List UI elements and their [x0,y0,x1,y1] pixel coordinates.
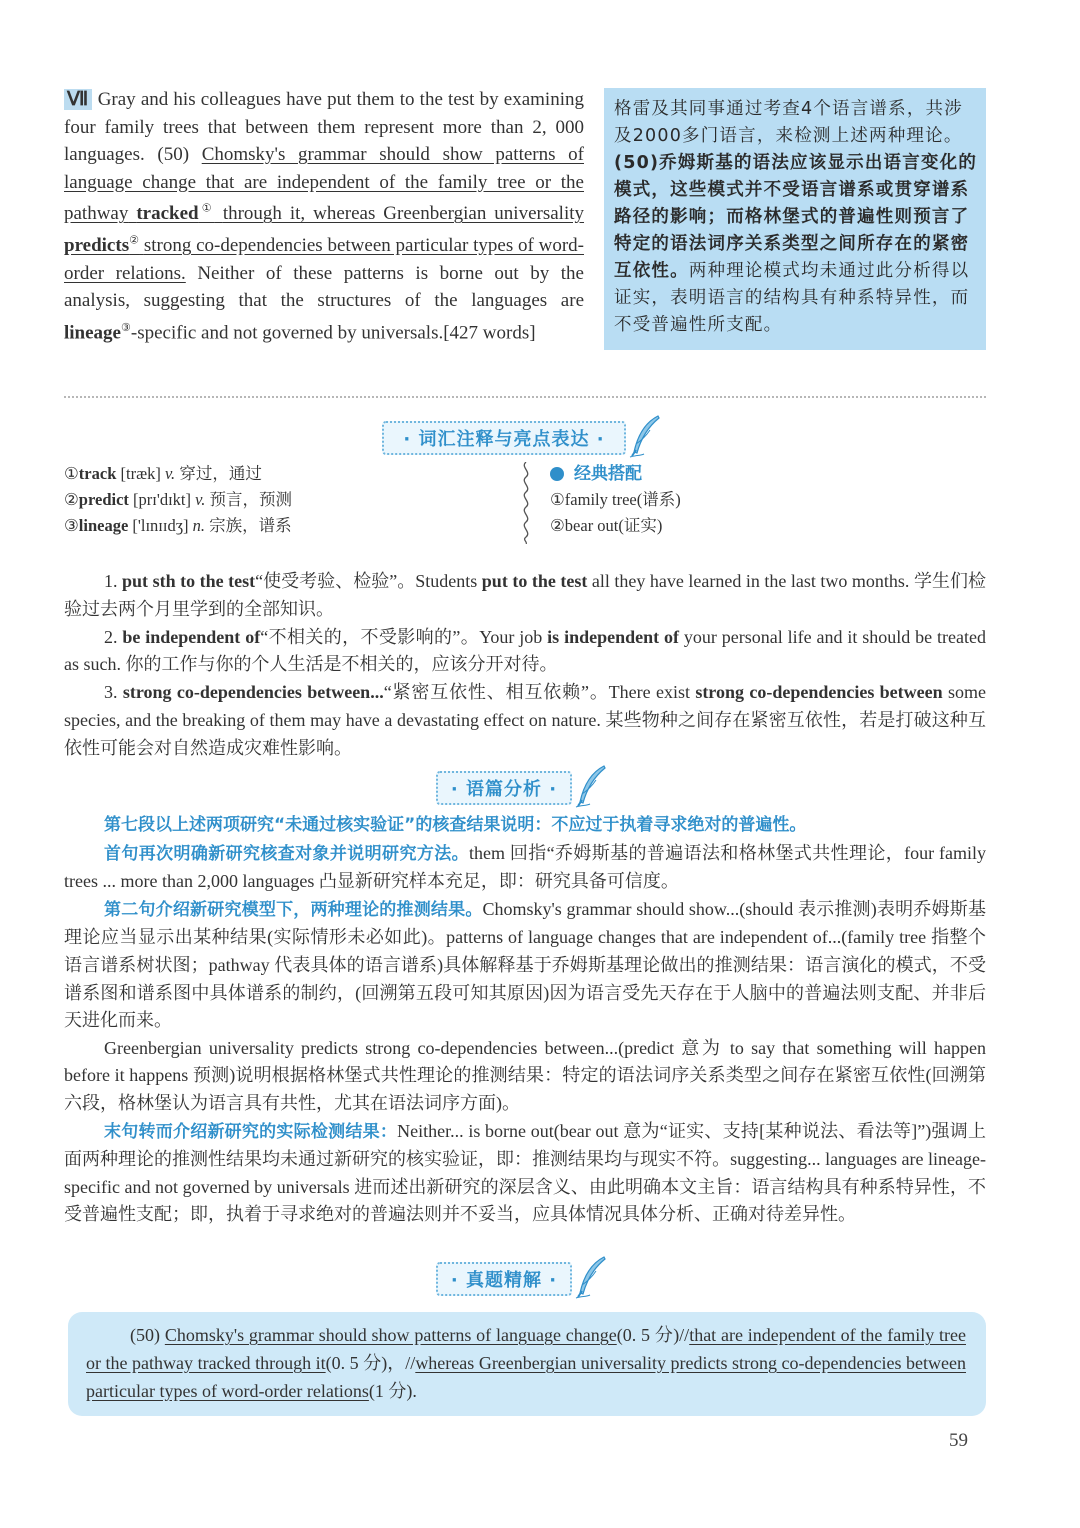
translation-part-1: 格雷及其同事通过考查4个语言谱系，共涉及2000多门语言，来检测上述两种理论。 [614,99,963,146]
vocab-phonetic: [prɪ'dɪkt] [133,490,191,509]
vocab-item: ②predict [prɪ'dɪkt] v. 预言，预测 [64,490,292,509]
vocab-pos: v. [164,464,176,483]
collocation-item: ①family tree(谱系) [550,490,681,509]
squiggle-divider [516,462,536,544]
answer-segment-1: Chomsky's grammar should show patterns of language change [164,1325,617,1345]
vocab-word: predict [78,490,129,509]
phrase-note: 2. be independent of“不相关的，不受影响的”。Your job is independent of your personal life and it should be treated as such. 你的工作与你的个人生活是不相关的，应该分开对待。 [64,626,986,675]
translation-box [604,88,986,350]
question-marker: (50) [157,144,190,165]
analysis-paragraph: 末句转而介绍新研究的实际检测结果：Neither... is borne out(bear out 意为“证实、支持[某种说法、看法等]”)强调上面两种理论的推测性结果均未通过新研究的核实验证，即：推测结果均与现实不符。suggesting... languages are lineage-specific and not governed by universals 进而述出新研究的深层含义、由此明确本文主旨：语言结构具有种系特异性，不受普遍性支配；即，执着于寻求绝对的普遍法则并不妥当，应具体情况具体分析、正确对待差异性。 [64,1120,986,1225]
vocab-definition: 宗族，谱系 [209,516,292,535]
analysis-paragraph: 第二句介绍新研究模型下，两种理论的推测结果。Chomsky's grammar should show...(should 表示推测)表明乔姆斯基理论应当显示出某种结果(实际情形未必如此)。patterns of language changes that are independent of...(family tree 指整个语言谱系树状图；pathway 代表具体的语言谱系)具体解释基于乔姆斯基理论做出的推测结果：语言演化的模式，不受谱系图和谱系图中具体谱系的制约，(回溯第五段可知其原因)因为语言受先天存在于人脑中的普遍法则支配、并非后天进化而来。 [64,898,987,1031]
analysis-header-label: · 语篇分析 · [450,779,558,800]
vocab-list [64,461,504,539]
section-divider [64,396,986,398]
passage-sentence-1: Gray and his colleagues have put them to the test by examining four family trees that between them represent more than 2, 000 languages. [64,89,584,165]
answer-text [86,1321,966,1405]
translation-part-2: (50)乔姆斯基的语法应该显示出语言变化的模式，这些模式并不受语言谱系或贯穿谱系路径的影响；而格林堡式的普遍性则预言了特定的语法词序关系类型之间所存在的紧密互依性。 [614,153,978,281]
vocab-phonetic: [træk] [120,464,161,483]
underlined-part-1: Chomsky's grammar should show patterns of language change that are independent of the family tree or the pathway [64,144,584,225]
passage-sentence-2: Neither of these patterns is borne out by the analysis, suggesting that the structures of the languages are [64,262,584,312]
score-1: (0. 5 分)// [616,1325,690,1345]
keyword-lineage: lineage [64,321,121,343]
phrase-head: strong co-dependencies between... [122,682,384,703]
word-count: [427 words] [443,321,536,343]
vocab-pos: n. [192,516,206,535]
collocations-box [550,461,850,539]
page-number: 59 [949,1430,968,1451]
vocab-section-header [382,421,626,455]
footnote-2: ② [129,234,140,247]
vocab-item: ①track [træk] v. 穿过，通过 [64,464,262,483]
analysis-paragraph: 首句再次明确新研究核查对象并说明研究方法。them 回指“乔姆斯基的普遍语法和格林堡式共性理论，four family trees ... more than 2,000 languages 凸显新研究样本充足，即：研究具备可信度。 [64,842,987,892]
answer-segment-3: whereas Greenbergian universality predicts strong co-dependencies between particular types of word-order relations [86,1353,966,1401]
score-3: (1 分). [368,1381,417,1401]
footnote-3: ③ [121,321,131,334]
analysis-section-header [436,771,572,805]
vocab-word: track [78,464,117,483]
phrase-head: be independent of [122,626,261,647]
vocab-header-label: · 词汇注释与亮点表达 · [403,429,605,450]
vocab-item: ③lineage ['lɪnɪɪdʒ] n. 宗族，谱系 [64,516,292,535]
analysis-summary: 第七段以上述两项研究“未通过核实验证”的核查结果说明：不应过于执着寻求绝对的普遍性。 [104,815,807,835]
footnote-1: ① [198,203,215,215]
collocation-item: ②bear out(证实) [550,516,663,535]
phrase-notes [64,568,986,763]
phrase-note: 3. strong co-dependencies between...“紧密互依性、相互依赖”。There exist strong co-dependencies between some species, and the breaking of them may have a devastating effect on nature. 某些物种之间存在紧密互依性，若是打破这种互依性可能会对自然造成灾难性影响。 [64,682,986,758]
phrase-head: put sth to the test [122,571,256,591]
vocab-pos: v. [195,490,206,509]
keyword-predicts: predicts [64,235,130,257]
passage-sentence-3: -specific and not governed by universals. [130,321,444,343]
quill-pen-icon [574,764,608,808]
paragraph-number: Ⅶ [64,89,92,110]
collocations-title: 经典搭配 [550,461,850,487]
answer-section-header [436,1262,572,1296]
vocab-definition: 预言，预测 [209,490,292,509]
quill-pen-icon [574,1255,608,1299]
underlined-part-3: strong co-dependencies between particular types of word-order relations. [64,235,584,284]
underlined-part-2: through it, whereas Greenbergian universality [222,203,585,225]
keyword-tracked: tracked [136,203,199,225]
answer-box [68,1312,986,1416]
answer-number: (50) [130,1325,160,1345]
answer-header-label: · 真题精解 · [450,1270,558,1291]
answer-segment-2: that are independent of the family tree or the pathway tracked through it [86,1325,966,1373]
analysis-paragraph: Greenbergian universality predicts strong co-dependencies between...(predict 意为 to say that something will happen before it happens 预测)说明根据格林堡式共性理论的推测结果：特定的语法词序关系类型之间存在紧密互依性(回溯第六段，格林堡认为语言具有共性，尤其在语法词序方面)。 [64,1037,986,1113]
vocab-definition: 穿过，通过 [179,464,262,483]
discourse-analysis [64,811,986,1229]
vocab-phonetic: ['lɪnɪɪdʒ] [132,516,189,535]
score-2: (0. 5 分)，// [325,1353,416,1373]
quill-pen-icon [628,414,662,458]
vocab-word: lineage [78,516,129,535]
passage-paragraph [64,86,584,346]
bullet-dot-icon [550,467,564,481]
phrase-note: 1. put sth to the test“使受考验、检验”。Students put to the test all they have learned in the last two months. 学生们检验过去两个月里学到的全部知识。 [64,571,986,619]
translation-part-3: 两种理论模式均未通过此分析得以证实，表明语言的结构具有种系特异性，而不受普遍性所支配。 [614,261,970,335]
